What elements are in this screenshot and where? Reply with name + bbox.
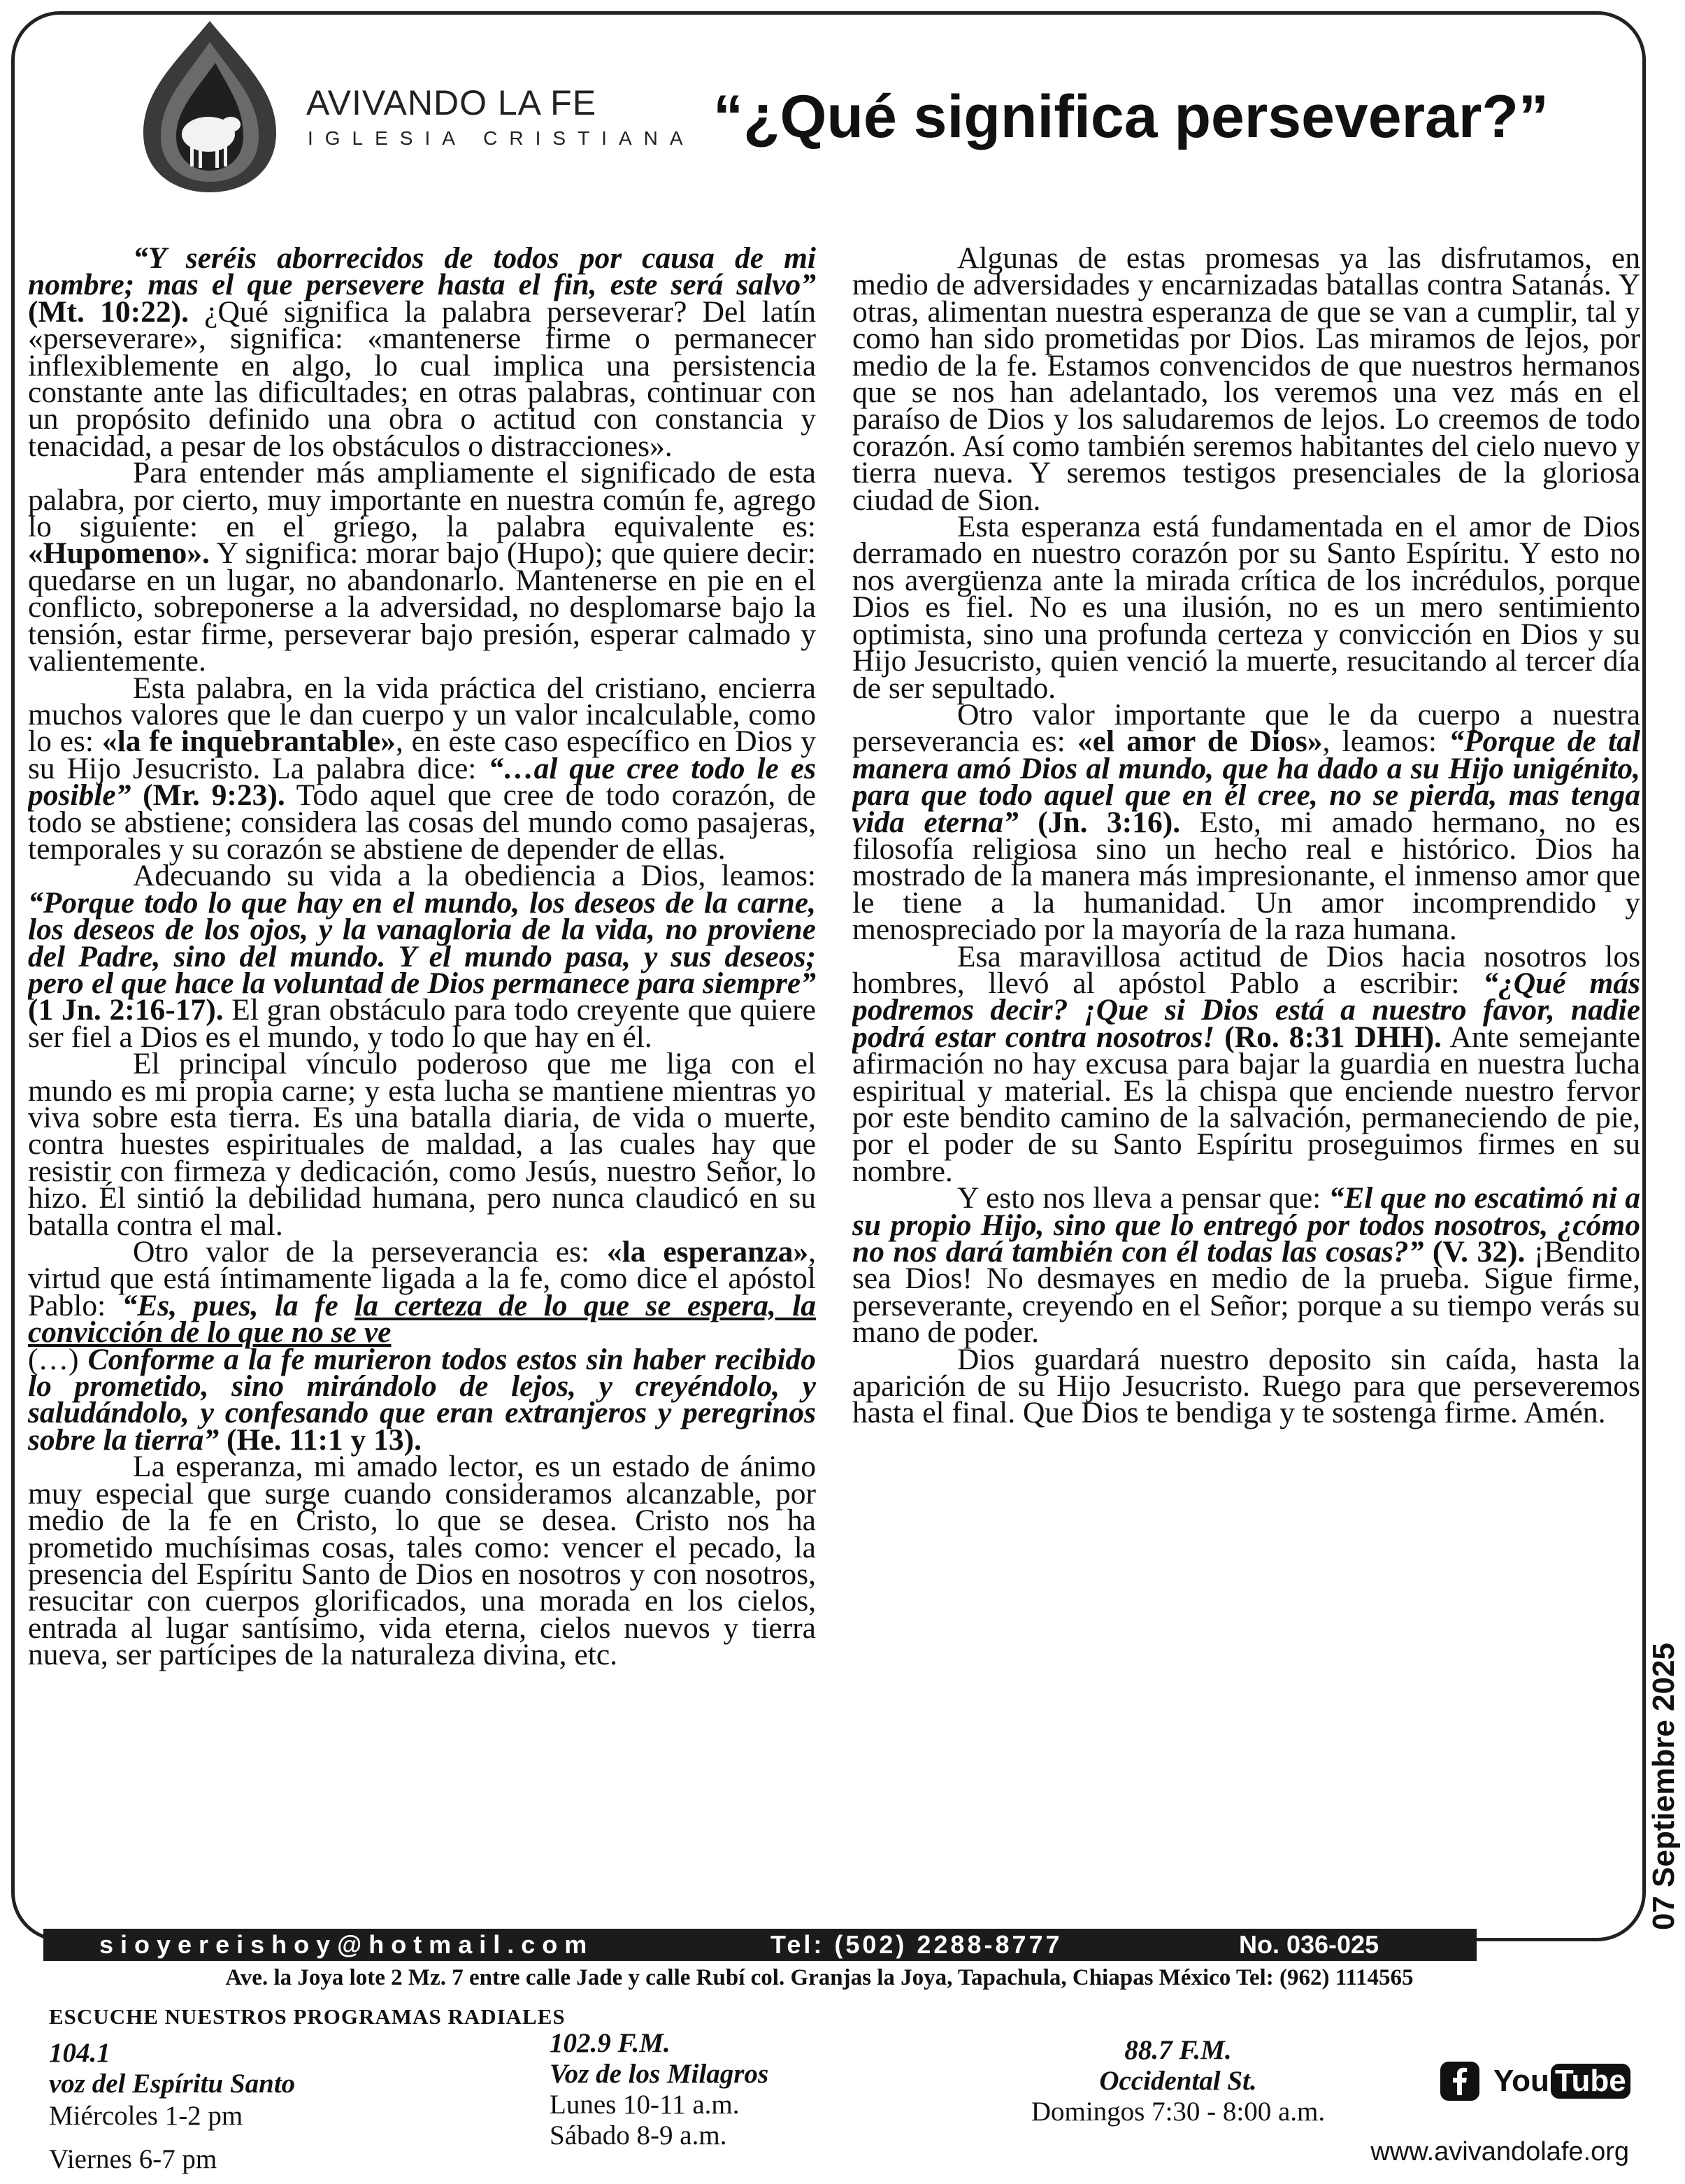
church-logo (126, 14, 294, 196)
article-column-left (28, 245, 816, 1853)
radio-frequency: 88.7 F.M. (1124, 2035, 1232, 2065)
brand-subtitle: IGLESIA CRISTIANA (308, 127, 695, 149)
youtube-label-tube: Tube (1551, 2064, 1630, 2099)
radio-frequency: 104.1 (49, 2038, 110, 2068)
article-paragraph: Y esto nos lleva a pensar que: “El que no escatimó ni a su propio Hijo, sino que lo entregó por todos nosotros, ¿cómo no nos dará también con él todas las cosas?” (V. 32). ¡Bendito sea Dios! No desmayes en medio de la prueba. Sigue firme, perseverante, creyendo en el Señor; porque a su tiempo verás su mano de poder. (852, 1181, 1640, 1350)
youtube-label-you: You (1493, 2064, 1549, 2098)
article-column-right (852, 245, 1640, 1853)
radio-frequency: 102.9 F.M. (550, 2028, 671, 2058)
brand-name: AVIVANDO LA FE (306, 83, 597, 122)
article-paragraph: Adecuando su vida a la obediencia a Dios, leamos: “Porque todo lo que hay en el mundo, los deseos de la carne, los deseos de los ojos, y la vanagloria de la vida, no proviene del Padre, sino del mundo. Y el mundo pasa, y sus deseos; pero el que hace la voluntad de Dios permanece para siempre” (1 Jn. 2:16-17). El gran obstáculo para todo creyente que quiere ser fiel a Dios es el mundo, y todo lo que hay en él. (28, 859, 816, 1054)
radio-schedule: Domingos 7:30 - 8:00 a.m. (1031, 2097, 1326, 2127)
article-paragraph: Para entender más ampliamente el significado de esta palabra, por cierto, muy importante en nuestra común fe, agrego lo siguiente: en el griego, la palabra equivalente es: «Hupomeno». Y significa: morar bajo (Hupo); que quiere decir: quedarse en un lugar, no abandonarlo. Mantenerse en pie en el conflicto, sobreponerse a la adversidad, no desplomarse bajo la tensión, estar firme, perseverar bajo presión, esperar calmado y valientemente. (28, 456, 816, 678)
article-paragraph: Esa maravillosa actitud de Dios hacia nosotros los hombres, llevó al apóstol Pablo a escribir: “¿Qué más podremos decir? ¡Que si Dios está a nuestro favor, nadie podrá estar contra nosotros! (Ro. 8:31 DHH). Ante semejante afirmación no hay excusa para bajar la guardia en nuestra lucha espiritual y material. Es la chispa que enciende nuestro fervor por este bendito camino de la salvación, permaneciendo de pie, por el poder de su Santo Espíritu proseguimos firmes en su nombre. (852, 939, 1640, 1188)
radio-schedule: Sábado 8-9 a.m. (550, 2120, 727, 2150)
radio-schedule: Miércoles 1-2 pm (49, 2101, 243, 2131)
article-paragraph: Algunas de estas promesas ya las disfrutamos, en medio de adversidades y encarnizadas batallas contra Satanás. Y otras, alimentan nuestra esperanza de que se van a cumplir, tal y como han sido prometidas por Dios. Las miramos de lejos, por medio de la fe. Estamos convencidos de que nuestros hermanos que se nos han adelantado, los veremos una vez más en el paraíso de Dios y los saludaremos de lejos. Lo creemos de todo corazón. Así como también seremos habitantes del cielo nuevo y tierra nueva. Y seremos testigos presenciales de la gloriosa ciudad de Sion. (852, 245, 1640, 517)
radio-program-1 (49, 2038, 295, 2175)
radio-schedule: Lunes 10-11 a.m. (550, 2090, 740, 2120)
article-paragraph: “Y seréis aborrecidos de todos por causa de mi nombre; mas el que persevere hasta el fin, este será salvo” (Mt. 10:22). ¿Qué significa la palabra perseverar? Del latín «perseverare», significa: «mantenerse firme o permanecer inflexiblemente en algo, lo cual implica una persistencia constante ante las dificultades; en otras palabras, continuar con un propósito definido una obra o actitud con constancia y tenacidad, a pesar de los obstáculos o distracciones». (28, 245, 816, 463)
article-body (28, 245, 1640, 1853)
article-paragraph: Esta esperanza está fundamentada en el amor de Dios derramado en nuestro corazón por su Santo Espíritu. Y esto no nos avergüenza ante la mirada crítica de los incrédulos, porque Dios es fiel. No es una ilusión, no es un mero sentimiento optimista, sino una profunda certeza y convicción en Dios y su Hijo Jesucristo, quien venció la muerte, resucitando al tercer día de ser sepultado. (852, 510, 1640, 705)
article-headline: “¿Qué significa perseverar?” (713, 83, 1549, 150)
article-paragraph: El principal vínculo poderoso que me liga con el mundo es mi propia carne; y esta lucha se mantiene mientras yo viva sobre esta tierra. Es una batalla diaria, de vida o muerte, contra huestes espirituales de maldad, a las cuales hay que resistir con firmeza y dedicación, como Jesús, nuestro Señor, lo hizo. Él sintió la debilidad humana, pero nunca claudicó en su batalla contra el mal. (28, 1047, 816, 1242)
flame-lamb-logo-icon (126, 14, 294, 196)
article-paragraph: Otro valor importante que le da cuerpo a nuestra perseverancia es: «el amor de Dios», leamos: “Porque de tal manera amó Dios al mundo, que ha dado a su Hijo unigénito, para que todo aquel que en él cree, no se pierda, mas tenga vida eterna” (Jn. 3:16). Esto, mi amado hermano, no es filosofía religiosa sino un hecho real e histórico. Dios ha mostrado de la manera más impresionante, el inmenso amor que le tiene a la humanidad. Un amor incomprendido y menospreciado por la mayoría de la raza humana. (852, 697, 1640, 947)
contact-phone: Tel: (502) 2288-8777 (770, 1930, 1063, 1959)
article-paragraph: Otro valor de la perseverancia es: «la esperanza», virtud que está íntimamente ligada a la fe, como dice el apóstol Pablo: “Es, pues, la fe la certeza de lo que se espera, la convicción de lo que no se ve (…) Conforme a la fe murieron todos estos sin haber recibido lo prometido, sino mirándolo de lejos, y creyéndolo, y saludándolo, y confesando que eran extranjeros y peregrinos sobre la tierra” (He. 11:1 y 13). (28, 1235, 816, 1457)
radio-station-name: voz del Espíritu Santo (49, 2069, 296, 2099)
article-paragraph: Esta palabra, en la vida práctica del cristiano, encierra muchos valores que le dan cuerpo y un valor incalculable, como lo es: «la fe inquebrantable», en este caso específico en Dios y su Hijo Jesucristo. La palabra dice: “…al que cree todo le es posible” (Mr. 9:23). Todo aquel que cree de todo corazón, de todo se abstiene; considera las cosas del mundo como pasajeras, temporales y su corazón se abstiene de depender de ellas. (28, 671, 816, 866)
youtube-icon[interactable] (1493, 2064, 1630, 2099)
website-link[interactable]: www.avivandolafe.org (1370, 2137, 1629, 2167)
issue-date: 07 Septiembre 2025 (1647, 1643, 1681, 1930)
social-links (1440, 2062, 1630, 2101)
radio-program-3 (1021, 2035, 1335, 2127)
article-paragraph: Dios guardará nuestro deposito sin caída, hasta la aparición de su Hijo Jesucristo. Ruego para que perseveremos hasta el final. Que Dios te bendiga y te sostenga firme. Amén. (852, 1342, 1640, 1430)
radio-schedule: Viernes 6-7 pm (49, 2144, 217, 2174)
contact-email[interactable]: sioyereishoy@hotmail.com (99, 1930, 594, 1959)
radio-station-name: Occidental St. (1099, 2066, 1257, 2096)
radio-station-name: Voz de los Milagros (550, 2059, 769, 2089)
radio-program-2 (550, 2028, 768, 2151)
radio-heading: ESCUCHE NUESTROS PROGRAMAS RADIALES (49, 2004, 566, 2029)
church-address: Ave. la Joya lote 2 Mz. 7 entre calle Jade y calle Rubí col. Granjas la Joya, Tapachula, Chiapas México Tel: (962) 1114565 (225, 1965, 1414, 1990)
facebook-icon[interactable] (1440, 2062, 1479, 2101)
issue-number: No. 036-025 (1239, 1930, 1379, 1959)
contact-bar (43, 1929, 1477, 1961)
article-paragraph: La esperanza, mi amado lector, es un estado de ánimo muy especial que surge cuando consideramos alcanzable, por medio de la fe en Cristo, lo que se desea. Cristo nos ha prometido muchísimas cosas, tales como: vencer el pecado, la presencia del Espíritu Santo de Dios en nosotros y con nosotros, resucitar con cuerpos glorificados, una morada en los cielos, entrada al lugar santísimo, vida eterna, cielos nuevos y tierra nueva, ser partícipes de la naturaleza divina, etc. (28, 1450, 816, 1672)
